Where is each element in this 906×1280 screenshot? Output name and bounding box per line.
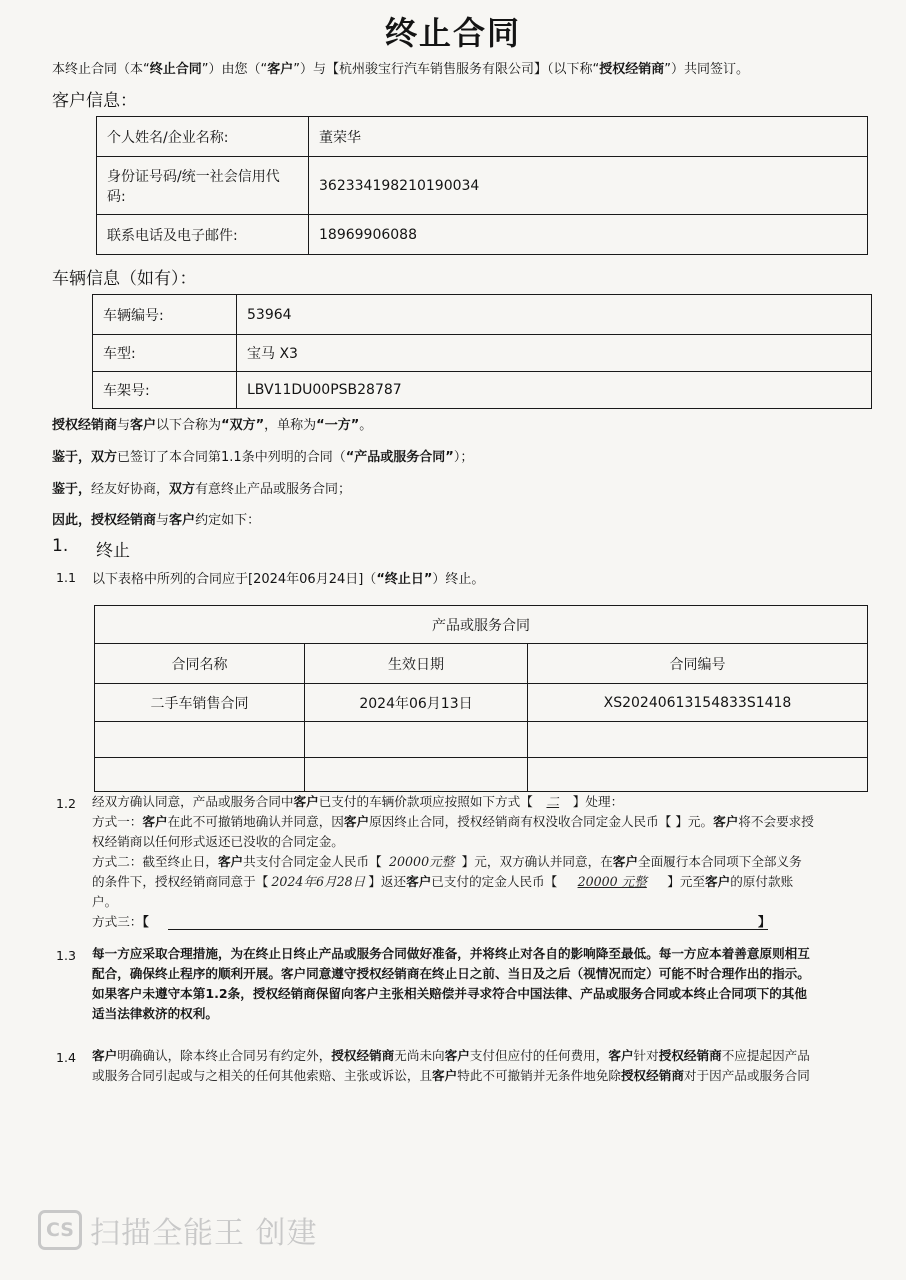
recital-text: 经友好协商， [91, 482, 170, 497]
table-cell [95, 758, 305, 792]
table-cell [528, 758, 868, 792]
clause-text: 终止产品或服务合同做好准备，并将终止对各自的影响降至最低。 [293, 946, 659, 961]
intro-paragraph [52, 58, 749, 77]
clause-text: 针对 [633, 1048, 659, 1063]
handwritten-refund-amount: 20000 元整 [577, 874, 647, 889]
clause-bold: 客户 [444, 1048, 470, 1063]
vehicle-vin-value: LBV11DU00PSB28787 [237, 372, 872, 409]
clause-text: 】返还 [368, 874, 407, 889]
clause-text: 的原付款账 [730, 874, 794, 889]
clause-bold: 客户 [612, 854, 638, 869]
page-title: 终止合同 [384, 14, 521, 52]
clause-1-2-intro [92, 792, 904, 812]
clause-text: 将不会要求授 [738, 814, 814, 829]
clause-text: 或服务合同引起或与之相关的任何其他索赔、主张或诉讼，且 [92, 1068, 433, 1083]
clause-line [92, 964, 904, 984]
clause-bold: 客户 [608, 1048, 634, 1063]
clause-line [92, 1046, 904, 1066]
clause-bold: 每一方 [658, 946, 697, 961]
recital-bold: 双方 [169, 482, 196, 497]
clause-bold: 客户 [280, 966, 307, 981]
clause-line [92, 984, 904, 1004]
clause-1-2 [92, 792, 904, 932]
clause-text: 共支付合同定金人民币【 [243, 854, 382, 869]
vehicle-number-label: 车辆编号: [93, 295, 237, 335]
table-row [95, 606, 868, 644]
recital-bold: 授权经销商 [91, 513, 157, 528]
clause-text: 应采取合理措施，为在 [129, 946, 256, 961]
method-2-line [92, 852, 904, 872]
clause-text: 法律、产品或服务合同或本 [542, 986, 694, 1001]
clause-1-4 [92, 1046, 904, 1086]
table-row [93, 372, 872, 409]
vehicle-model-label: 车型: [93, 335, 237, 372]
intro-text: ”）由您（“ [201, 62, 268, 77]
method-3-line [92, 912, 904, 932]
clause-text: 项下的其他 [744, 986, 807, 1001]
vehicle-vin-label: 车架号: [93, 372, 237, 409]
section-title: 终止 [96, 541, 130, 561]
contract-table-caption: 产品或服务合同 [95, 606, 868, 644]
clause-text: 不应提起因产品 [721, 1048, 810, 1063]
clause-bold: 客户 [353, 986, 379, 1001]
recital-bold: 双方 [91, 450, 118, 465]
table-cell [305, 758, 528, 792]
customer-info-heading: 客户信息： [52, 91, 137, 111]
recital-bold: “一方” [316, 418, 360, 433]
clause-text: 主张相关赔偿并寻求符合 [378, 986, 518, 1001]
recital-text: 以下合称为 [156, 418, 222, 433]
clause-line: 适当法律救济的权利。 [92, 1006, 218, 1021]
method-2-line-3: 户。 [92, 894, 118, 909]
clause-bold: 客户 [92, 1048, 118, 1063]
table-cell [95, 722, 305, 758]
clause-bold: 客户 [293, 794, 319, 809]
recital-bold: 客户 [130, 418, 157, 433]
clause-bold: 客户 [406, 874, 432, 889]
clause-bold: 客户 [117, 986, 143, 1001]
intro-text: ”）共同签订。 [664, 62, 750, 77]
clause-text: 之前、当日及之后（视情况而定）可能不时合理作出的指示。 [469, 966, 810, 981]
clause-text: 支付但应付的任何费用， [469, 1048, 609, 1063]
customer-id-value: 362334198210190034 [309, 157, 868, 215]
blank-underline [168, 929, 768, 930]
clause-text: 配合，确保终止程序的顺利开展。 [92, 966, 281, 981]
customer-name-value: 董荣华 [309, 117, 868, 157]
table-header-row [95, 644, 868, 684]
method-label: 方式一： [92, 814, 143, 829]
column-header-contract-number: 合同编号 [528, 644, 868, 684]
clause-number: 1.4 [56, 1050, 77, 1065]
recital-text: 有意终止产品或服务合同； [195, 482, 352, 497]
clause-text: 已支付的定金人民币【 [431, 874, 558, 889]
clause-bold: 客户 [343, 814, 370, 829]
table-cell [305, 722, 528, 758]
table-row [95, 684, 868, 722]
table-cell: XS20240613154833S1418 [528, 684, 868, 722]
intro-text: ”）与【杭州骏宝行汽车销售服务有限公司】（以下称“ [293, 62, 600, 77]
method-label: 方式三： [92, 914, 143, 929]
clause-text: 无尚未向 [394, 1048, 445, 1063]
table-row [97, 117, 868, 157]
recital-bold: 客户 [169, 513, 196, 528]
clause-text: 全面履行本合同项下全部义务 [637, 854, 802, 869]
intro-text: 本终止合同（本“ [52, 62, 150, 77]
clause-number: 1.2 [56, 796, 77, 811]
clause-bold: 中国 [517, 986, 543, 1001]
clause-text: 截至终止日， [142, 854, 218, 869]
scanner-watermark-text: 扫描全能王 创建 [90, 1216, 318, 1251]
customer-id-label: 身份证号码/统一社会信用代码: [97, 157, 309, 215]
clause-bold: 客户 [713, 814, 739, 829]
clause-text: 经双方确认同意，产品或服务合同中 [92, 794, 294, 809]
clause-bold: 授权经销商 [356, 966, 420, 981]
clause-bold: 客户 [217, 854, 244, 869]
recital-text: ，单称为 [264, 418, 317, 433]
clause-1-1-text [92, 568, 484, 587]
contract-table [94, 605, 868, 792]
clause-bold: 授权经销商 [331, 1048, 395, 1063]
intro-bold: 终止合同 [149, 62, 202, 77]
recital-text: 与 [156, 513, 170, 528]
recital-bold: 授权经销商 [52, 418, 118, 433]
clause-bold: 授权经销商 [252, 986, 316, 1001]
clause-number: 1.1 [56, 570, 77, 585]
table-row [95, 722, 868, 758]
method-1-line-2: 权经销商以任何形式返还已没收的合同定金。 [92, 834, 344, 849]
clause-text: 保留向 [315, 986, 354, 1001]
clause-text: 同意遵守 [306, 966, 357, 981]
method-1-line [92, 812, 904, 832]
clause-text: 特此不可撤销并无条件地免除 [457, 1068, 621, 1083]
recital-bold: 鉴于， [52, 450, 92, 465]
clause-text: 明确确认，除本终止合同另有约定外， [117, 1048, 332, 1063]
handwritten-method-choice: 二 [546, 794, 560, 809]
clause-bold: 终止日 [255, 946, 294, 961]
recital-whereas-2 [52, 478, 351, 497]
customer-info-table [96, 116, 868, 255]
intro-bold: 客户 [267, 62, 294, 77]
column-header-contract-name: 合同名称 [95, 644, 305, 684]
cs-logo-icon: CS [38, 1210, 82, 1250]
vehicle-number-value: 53964 [237, 295, 872, 335]
clause-text: 原因终止合同，授权经销商有权没收合同定金人民币【 】元。 [369, 814, 714, 829]
recital-therefore [52, 509, 260, 528]
table-row [93, 295, 872, 335]
handwritten-deposit-amount: 20000元整 [389, 854, 455, 869]
clause-bold: 授权经销商 [620, 1068, 684, 1083]
table-cell [528, 722, 868, 758]
recital-bold: 鉴于， [52, 482, 92, 497]
clause-text: 】元，双方确认并同意，在 [461, 854, 613, 869]
vehicle-info-heading: 车辆信息（如有）： [52, 269, 197, 289]
customer-contact-value: 18969906088 [309, 215, 868, 255]
recital-bold: 因此， [52, 513, 92, 528]
clause-text: 如果 [92, 986, 118, 1001]
clause-text: 在此不可撤销地确认并同意，因 [167, 814, 344, 829]
recital-whereas-1 [52, 446, 473, 465]
table-cell: 二手车销售合同 [95, 684, 305, 722]
customer-contact-label: 联系电话及电子邮件: [97, 215, 309, 255]
table-row [95, 758, 868, 792]
clause-line [92, 944, 904, 964]
customer-name-label: 个人姓名/企业名称: [97, 117, 309, 157]
recital-text: 已签订了本合同第1.1条中列明的合同（ [117, 450, 346, 465]
clause-text: 以下表格中所列的合同应于[2024年06月24日]（ [92, 572, 377, 587]
clause-bold: “终止日” [376, 572, 433, 587]
table-row [93, 335, 872, 372]
clause-bold: 终止合同 [693, 986, 744, 1001]
section-number: 1. [52, 536, 69, 556]
clause-bold: 客户 [705, 874, 731, 889]
clause-text: 未遵守本第1.2条， [142, 986, 253, 1001]
intro-bold: 授权经销商 [599, 62, 665, 77]
recital-bold: “双方” [221, 418, 265, 433]
recital-text: ）； [453, 450, 474, 465]
clause-number: 1.3 [56, 948, 77, 963]
method-2-line-2 [92, 872, 904, 892]
clause-line [92, 1066, 904, 1086]
clause-text: 应本着善意原则相互 [696, 946, 810, 961]
clause-bold: 每一方 [92, 946, 130, 961]
clause-bold: 客户 [142, 814, 168, 829]
recital-bold: “产品或服务合同” [345, 450, 454, 465]
clause-text: 在 [419, 966, 433, 981]
handwritten-refund-date: 2024年6月28日 [271, 874, 366, 889]
clause-text: 的条件下，授权经销商同意于【 [92, 874, 269, 889]
bracket-close: 】 [758, 914, 771, 929]
clause-text: 】元至 [667, 874, 705, 889]
vehicle-info-table [92, 294, 872, 409]
clause-bold: 客户 [432, 1068, 458, 1083]
clause-bold: 授权经销商 [658, 1048, 722, 1063]
table-row [97, 215, 868, 255]
clause-text: ）终止。 [432, 572, 485, 587]
column-header-effective-date: 生效日期 [305, 644, 528, 684]
clause-text: 】处理： [572, 794, 624, 809]
bracket-open: 【 [142, 914, 149, 929]
table-row [97, 157, 868, 215]
recital-text: 约定如下： [195, 513, 261, 528]
vehicle-model-value: 宝马 X3 [237, 335, 872, 372]
table-cell: 2024年06月13日 [305, 684, 528, 722]
clause-text: 已支付的车辆价款项应按照如下方式【 [318, 794, 533, 809]
clause-bold: 终止日 [432, 966, 470, 981]
clause-text: 对于因产品或服务合同 [683, 1068, 810, 1083]
method-label: 方式二： [92, 854, 143, 869]
recital-parties [52, 414, 372, 433]
recital-text: 与 [117, 418, 131, 433]
recital-text: 。 [359, 418, 373, 433]
clause-1-3 [92, 944, 904, 1024]
